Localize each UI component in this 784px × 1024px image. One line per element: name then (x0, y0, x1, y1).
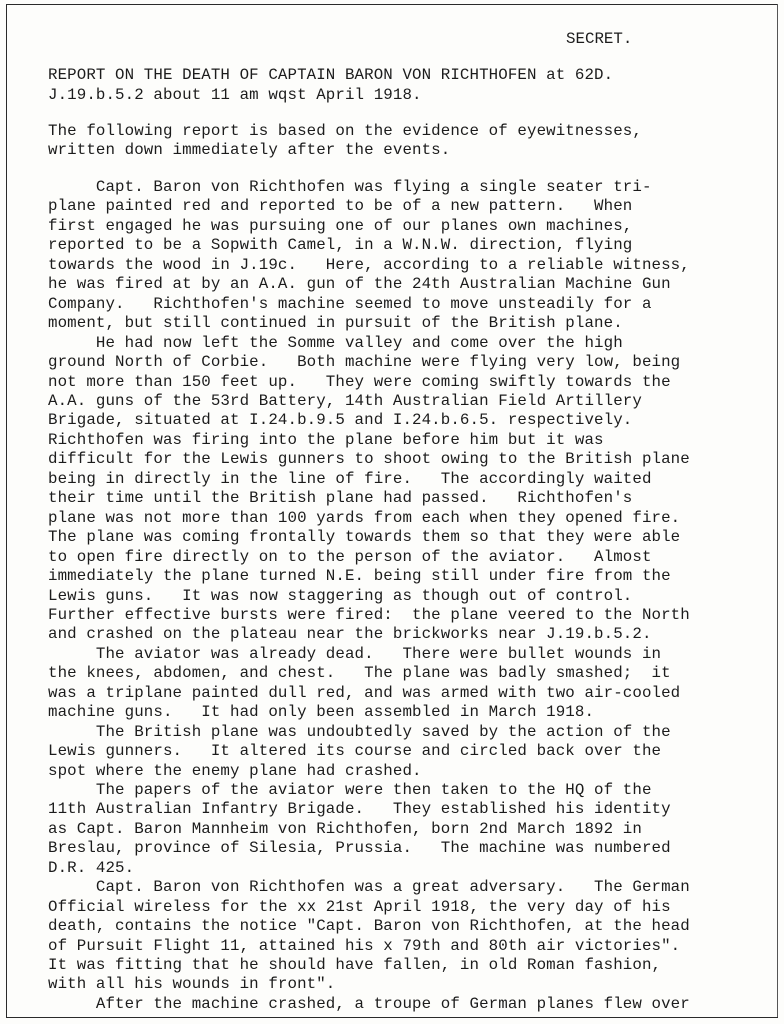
body-line: the knees, abdomen, and chest. The plane was badly smashed; it (48, 664, 671, 683)
body-line: reported to be a Sopwith Camel, in a W.N.W. direction, flying (48, 236, 633, 255)
body-line: Official wireless for the xx 21st April 1918, the very day of his (48, 897, 671, 916)
body-line: After the machine crashed, a troupe of German planes flew over (48, 994, 690, 1013)
body-line: first engaged he was pursuing one of our planes own machines, (48, 216, 633, 235)
body-line: The British plane was undoubtedly saved by the action of the (48, 722, 671, 741)
body-line: 11th Australian Infantry Brigade. They established his identity (48, 800, 671, 819)
body-line: not more than 150 feet up. They were coming swiftly towards the (48, 372, 671, 391)
body-line: he was fired at by an A.A. gun of the 24th Australian Machine Gun (48, 275, 671, 294)
body-line: plane was not more than 100 yards from each when they opened fire. (48, 508, 681, 527)
intro-line: written down immediately after the events. (48, 141, 451, 159)
page-border-bottom (6, 1017, 778, 1018)
body-line: and crashed on the plateau near the brickworks near J.19.b.5.2. (48, 625, 652, 644)
body-line: their time until the British plane had passed. Richthofen's (48, 489, 633, 508)
intro-line: The following report is based on the evidence of eyewitnesses, (48, 122, 642, 140)
page-border-right (777, 4, 778, 1018)
body-line: towards the wood in J.19c. Here, according to a reliable witness, (48, 255, 690, 274)
body-line: He had now left the Somme valley and come over the high (48, 333, 623, 352)
body-line: Capt. Baron von Richthofen was a great adversary. The German (48, 878, 690, 897)
body-line: as Capt. Baron Mannheim von Richthofen, born 2nd March 1892 in (48, 819, 642, 838)
body-line: Lewis guns. It was now staggering as though out of control. (48, 586, 633, 605)
classification-label: SECRET. (566, 30, 633, 48)
body-line: spot where the enemy plane had crashed. (48, 761, 422, 780)
body-line: Lewis gunners. It altered its course and circled back over the (48, 742, 662, 760)
body-line: Further effective bursts were fired: the plane veered to the North (48, 605, 690, 624)
body-line: The aviator was already dead. There were bullet wounds in (48, 644, 662, 663)
body-line: Brigade, situated at I.24.b.9.5 and I.24.b.6.5. respectively. (48, 411, 633, 430)
body-line: of Pursuit Flight 11, attained his x 79th and 80th air victories". (48, 936, 681, 955)
body-line: immediately the plane turned N.E. being still under fire from the (48, 567, 671, 585)
body-line: The plane was coming frontally towards them so that they were able (48, 528, 681, 547)
body-line: plane painted red and reported to be of a new pattern. When (48, 197, 633, 216)
body-line: It was fitting that he should have fallen, in old Roman fashion, (48, 956, 662, 974)
body-line: death, contains the notice "Capt. Baron von Richthofen, at the head (48, 917, 690, 936)
body-line: Breslau, province of Silesia, Prussia. The machine was numbered (48, 839, 671, 858)
body-line: with all his wounds in front". (48, 975, 336, 994)
body-line: Capt. Baron von Richthofen was flying a single seater tri- (48, 178, 652, 196)
body-line: Company. Richthofen's machine seemed to move unsteadily for a (48, 294, 652, 313)
report-title-line-1: REPORT ON THE DEATH OF CAPTAIN BARON VON RICHTHOFEN at 62D. (48, 66, 614, 84)
body-line: The papers of the aviator were then taken to the HQ of the (48, 780, 652, 799)
body-line: D.R. 425. (48, 858, 135, 877)
body-line: was a triplane painted dull red, and was armed with two air-cooled (48, 683, 681, 702)
body-line: Richthofen was firing into the plane before him but it was (48, 430, 604, 449)
body-line: A.A. guns of the 53rd Battery, 14th Australian Field Artillery (48, 391, 642, 410)
report-title-line-2: J.19.b.5.2 about 11 am wqst April 1918. (48, 86, 422, 104)
body-line: difficult for the Lewis gunners to shoot owing to the British plane (48, 450, 690, 469)
page-border-top (6, 4, 778, 5)
body-line: machine guns. It had only been assembled in March 1918. (48, 703, 595, 722)
body-line: to open fire directly on to the person of the aviator. Almost (48, 547, 652, 566)
body-line: ground North of Corbie. Both machine were flying very low, being (48, 353, 681, 371)
page-border-left (6, 4, 7, 1018)
body-line: being in directly in the line of fire. The accordingly waited (48, 469, 652, 488)
body-line: moment, but still continued in pursuit of the British plane. (48, 314, 623, 333)
